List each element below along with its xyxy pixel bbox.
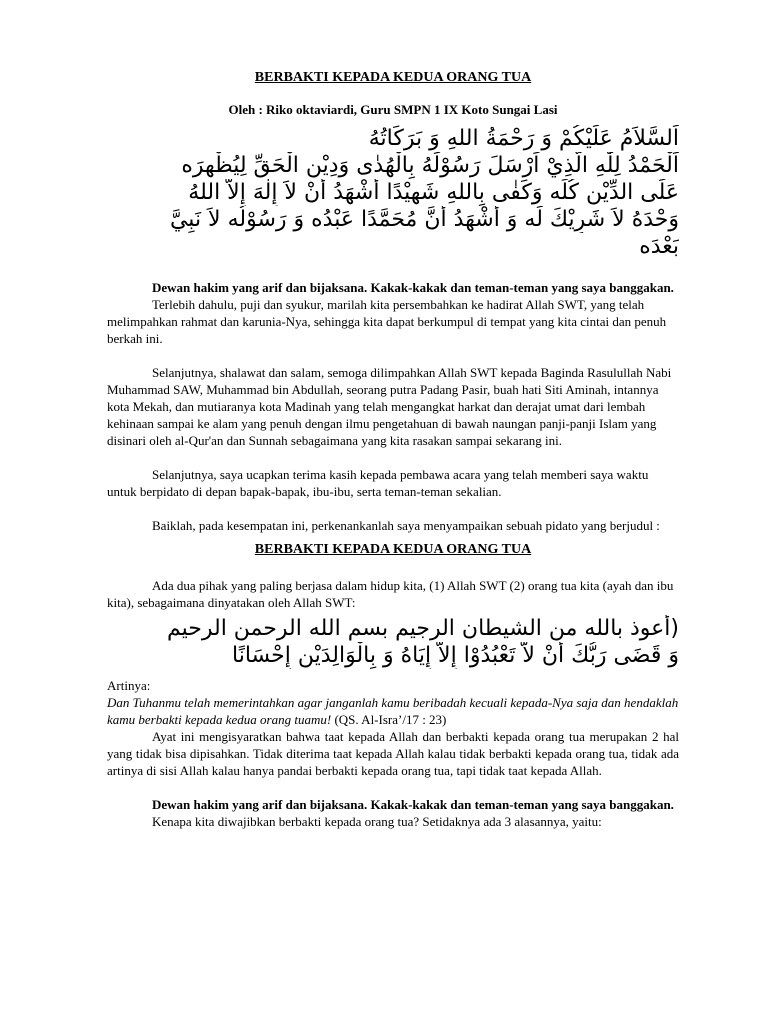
greeting-paragraph-2: Dewan hakim yang arif dan bijaksana. Kakak-kakak dan teman-teman yang saya banggakan. <box>152 797 674 812</box>
speech-title: BERBAKTI KEPADA KEDUA ORANG TUA <box>254 542 532 557</box>
artinya-label: Artinya: <box>107 678 151 693</box>
translation-reference: (QS. Al-Isra’/17 : 23) <box>331 712 447 727</box>
paragraph-thanks: Selanjutnya, saya ucapkan terima kasih kepada pembawa acara yang telah memberi saya waktu untuk berpidato di depan bapak-bapak, ibu-ibu, serta teman-teman sekalian. <box>107 467 649 499</box>
translation-text: Dan Tuhanmu telah memerintahkan agar janganlah kamu beribadah kecuali kepada-Nya saja dan hendaklah kamu berbakti kepada kedua orang tuamu! <box>107 695 679 727</box>
translation-paragraph <box>107 694 679 728</box>
document-content <box>107 68 679 830</box>
arabic-line: اَلسَّلاَمُ عَلَيْكُمْ وَ رَحْمَةُ اللهِ وَ بَرَكَاتُهُ <box>368 126 679 151</box>
arabic-line: اَلْحَمْدُ لِلّٰهِ الَّذِيْ اَرْسَلَ رَسُوْلَهُ بِالْهُدٰى وَدِيْنِ الْحَقِّ لِيُظْهِرَه <box>181 153 679 178</box>
arabic-line: عَلَى الدِّيْنِ كُلِّه وَكَفٰى بِاللهِ شَهِيْدًا أَشْهَدُ أَنْ لاَ إِلٰهَ إِلاَّ اللهُ <box>188 180 679 205</box>
arabic-opening <box>107 125 679 260</box>
paragraph-reasons: Kenapa kita diwajibkan berbakti kepada orang tua? Setidaknya ada 3 alasannya, yaitu: <box>152 814 602 829</box>
author-line: Oleh : Riko oktaviardi, Guru SMPN 1 IX Koto Sungai Lasi <box>228 102 558 117</box>
arabic-line: وَحْدَهُ لاَ شَرِيْكَ لَه وَ أَشْهَدُ أَنَّ مُحَمَّدًا عَبْدُه وَ رَسُوْلُه لاَ نَبِيَّ <box>169 207 679 232</box>
paragraph-shalawat: Selanjutnya, shalawat dan salam, semoga dilimpahkan Allah SWT kepada Baginda Rasulullah Nabi Muhammad SAW, Muhammad bin Abdullah, seorang putra Padang Pasir, buah hati Siti Aminah, intannya kota Mekah, dan mutiaranya kota Madinah yang telah mengangkat harkat dan derajat umat dari lembah kehinaan sampai ke alam yang penuh dengan ilmu pengetahuan di bawah naungan panji-panji Islam yang disinari oleh al-Qur'an dan Sunnah sebagaimana yang kita rasakan sampai sekarang ini. <box>107 365 672 448</box>
document-title: BERBAKTI KEPADA KEDUA ORANG TUA <box>254 70 532 85</box>
arabic-verse <box>107 615 679 669</box>
paragraph-intro: Baiklah, pada kesempatan ini, perkenankanlah saya menyampaikan sebuah pidato yang berjudul : <box>152 518 660 533</box>
greeting-paragraph: Dewan hakim yang arif dan bijaksana. Kakak-kakak dan teman-teman yang saya banggakan. <box>152 280 674 295</box>
arabic-line: بَعْدَه <box>639 234 679 259</box>
arabic-line: (أعوذ بالله من الشيطان الرجيم بسم الله الرحمن الرحيم <box>166 616 679 641</box>
paragraph-two-parties: Ada dua pihak yang paling berjasa dalam hidup kita, (1) Allah SWT (2) orang tua kita (ayah dan ibu kita), sebagaimana dinyatakan oleh Allah SWT: <box>107 578 674 610</box>
paragraph-explanation: Ayat ini mengisyaratkan bahwa taat kepada Allah dan berbakti kepada orang tua merupakan 2 hal yang tidak bisa dipisahkan. Tidak diterima taat kepada Allah kalau tidak berbakti kepada orang tua, tidak ada artinya di sisi Allah kalau hanya pandai berbakti kepada orang tua, tapi tidak taat kepada Allah. <box>107 729 679 778</box>
paragraph-praise: Terlebih dahulu, puji dan syukur, marilah kita persembahkan ke hadirat Allah SWT, yang telah melimpahkan rahmat dan karunia-Nya, sehingga kita dapat berkumpul di tempat yang kita cintai dan penuh berkah ini. <box>107 297 667 346</box>
arabic-line: وَ قَضَى رَبُّكَ أَنْ لاَّ تَعْبُدُوْا إِلاَّ إِيَاهُ وَ بِالْوَالِدَيْنِ إِحْسَانًا <box>232 643 679 668</box>
